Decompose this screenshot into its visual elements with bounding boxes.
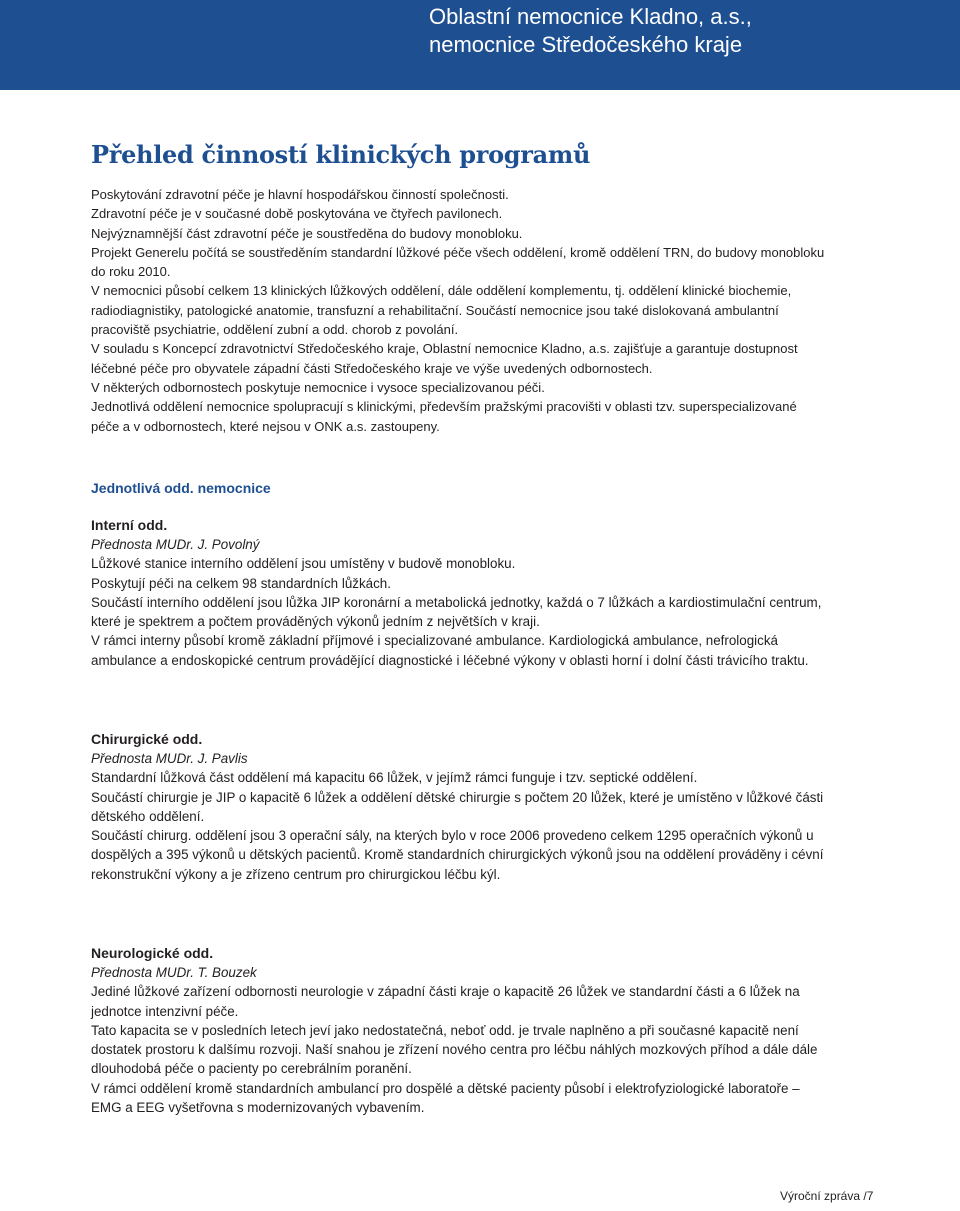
department-paragraph: V rámci interny působí kromě základní příjmové i specializované ambulance. Kardiologická ambulance, nefrologická ambulance a endoskopické centrum provádějící diagnostické i léčebné výkony v oblasti horní i dolní části trávicího traktu. bbox=[91, 633, 809, 668]
page-footer: Výroční zpráva /7 bbox=[780, 1189, 874, 1203]
department-paragraph: Součástí interního oddělení jsou lůžka JIP koronární a metabolická jednotky, každá o 7 lůžkách a kardiostimulační centrum, které je spektrem a počtem prováděných výkonů jedním z největších v kraji. bbox=[91, 594, 822, 630]
department-name: Interní odd. bbox=[91, 517, 168, 533]
department-paragraph: Jediné lůžkové zařízení odbornosti neurologie v západní části kraje o kapacitě 26 lůžek ve standardní části a 6 lůžek na jednotce intenzivní péče. bbox=[91, 984, 800, 1019]
department-head: Přednosta MUDr. J. Pavlis bbox=[91, 751, 248, 766]
intro-paragraph: Zdravotní péče je v současné době poskytována ve čtyřech pavilonech. bbox=[91, 206, 503, 222]
intro-paragraph: V některých odbornostech poskytuje nemocnice i vysoce specializovanou péči. bbox=[91, 379, 545, 395]
intro-paragraph: Poskytování zdravotní péče je hlavní hospodářskou činností společnosti. bbox=[91, 187, 509, 202]
department-paragraph: V rámci oddělení kromě standardních ambulancí pro dospělé a dětské pacienty působí i elektrofyziologické laboratoře – EMG a EEG vyšetřovna s modernizovaných vybavením. bbox=[91, 1080, 800, 1116]
department-paragraph: Součástí chirurgie je JIP o kapacitě 6 lůžek a oddělení dětské chirurgie s počtem 20 lůžek, které je umístěno v lůžkové části dětského oddělení. bbox=[91, 789, 824, 824]
department-paragraph: Poskytují péči na celkem 98 standardních lůžkách. bbox=[91, 575, 391, 591]
page-title: Přehled činností klinických programů bbox=[91, 140, 591, 169]
department-internal bbox=[91, 515, 827, 670]
hospital-name bbox=[429, 3, 752, 59]
department-paragraph: Součástí chirurg. oddělení jsou 3 operační sály, na kterých bylo v roce 2006 provedeno celkem 1295 operačních výkonů u dospělých a 395 výkonů u dětských pacientů. Kromě standardních chirurgických výkonů jsou na oddělení prováděny i cévní rekonstrukční výkony a je zřízeno centrum pro chirurgickou léčbu kýl. bbox=[91, 828, 824, 882]
hospital-name-line1: Oblastní nemocnice Kladno, a.s., bbox=[429, 4, 752, 29]
department-name: Chirurgické odd. bbox=[91, 731, 203, 747]
department-name: Neurologické odd. bbox=[91, 945, 214, 961]
department-paragraph: Lůžkové stanice interního oddělení jsou umístěny v budově monobloku. bbox=[91, 556, 516, 572]
department-paragraph: Standardní lůžková část oddělení má kapacitu 66 lůžek, v jejímž rámci funguje i tzv. septické oddělení. bbox=[91, 770, 698, 786]
department-neurology bbox=[91, 943, 827, 1117]
department-surgery bbox=[91, 729, 827, 884]
department-paragraph: Tato kapacita se v posledních letech jeví jako nedostatečná, neboť odd. je trvale naplněno a při současné kapacitě není dostatek prostoru k dalšímu rozvoji. Naší snahou je zřízení nového centra pro léčbu náhlých mozkových příhod a dále dále dlouhodobá péče o pacienty po cerebrálním poranění. bbox=[91, 1022, 818, 1077]
intro-paragraph: V souladu s Koncepcí zdravotnictví Středočeského kraje, Oblastní nemocnice Kladno, a.s. zajišťuje a garantuje dostupnost léčebné péče pro obyvatele západní části Středočeského kraje ve výše uvedených odbornostech. bbox=[91, 341, 798, 376]
intro-paragraph: Projekt Generelu počítá se soustředěním standardní lůžkové péče všech oddělení, kromě oddělení TRN, do budovy monobloku do roku 2010. bbox=[91, 244, 825, 280]
section-heading: Jednotlivá odd. nemocnice bbox=[91, 480, 271, 496]
department-head: Přednosta MUDr. J. Povolný bbox=[91, 537, 260, 552]
intro-paragraph: V nemocnici působí celkem 13 klinických lůžkových oddělení, dále oddělení komplementu, tj. oddělení klinické biochemie, radiodiagnistiky, patologické anatomie, transfuzní a rehabilitační. Součástí nemocnice jsou také dislokovaná ambulantní pracoviště psychiatrie, oddělení zubní a odd. chorob z povolání. bbox=[91, 283, 792, 338]
hospital-name-line2: nemocnice Středočeského kraje bbox=[429, 32, 743, 57]
header-banner bbox=[0, 0, 960, 90]
intro-paragraph: Nejvýznamnější část zdravotní péče je soustředěna do budovy monobloku. bbox=[91, 225, 523, 241]
department-head: Přednosta MUDr. T. Bouzek bbox=[91, 965, 257, 980]
intro-text bbox=[91, 185, 827, 436]
intro-paragraph: Jednotlivá oddělení nemocnice spolupracují s klinickými, především pražskými pracovišti v oblasti tzv. superspecializované péče a v odbornostech, které nejsou v ONK a.s. zastoupeny. bbox=[91, 399, 797, 434]
